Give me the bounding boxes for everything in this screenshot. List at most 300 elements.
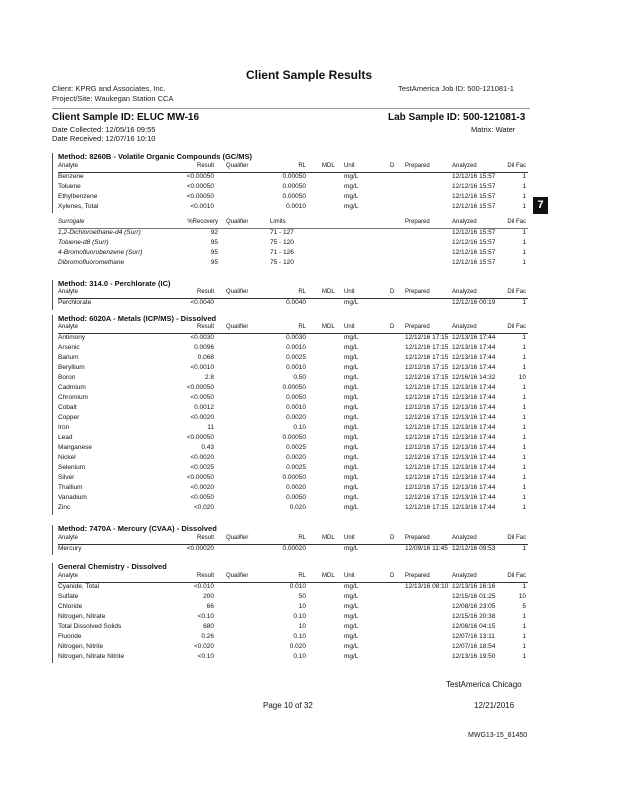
cell-result: <0.0050 (190, 494, 214, 501)
surrogate-cell-dil: 1 (522, 229, 526, 236)
surrogate-row (0, 239, 618, 249)
method-title: Method: 314.0 - Perchlorate (IC) (58, 279, 171, 288)
table-row (0, 404, 618, 414)
table-row (0, 494, 618, 504)
cell-result: 0.0012 (194, 404, 214, 411)
column-header-dilfac: Dil Fac (507, 573, 526, 579)
column-header-qualifier: Qualifier (226, 289, 249, 295)
cell-result: 66 (206, 603, 214, 610)
cell-result: 680 (203, 623, 214, 630)
surrogate-cell-limits: 75 - 120 (270, 259, 294, 266)
cell-unit: mg/L (344, 414, 359, 421)
cell-result: 0.43 (201, 444, 214, 451)
cell-result: <0.00050 (186, 474, 214, 481)
table-row (0, 334, 618, 344)
cell-dil: 5 (522, 603, 526, 610)
cell-unit: mg/L (344, 484, 359, 491)
cell-rl: 0.020 (289, 643, 306, 650)
table-row (0, 344, 618, 354)
method-title: General Chemistry - Dissolved (58, 562, 167, 571)
cell-analyte: Nitrogen, Nitrate Nitrite (58, 653, 125, 660)
footer-report-date: 12/21/2016 (474, 701, 515, 710)
cell-result: <0.00020 (186, 545, 214, 552)
cell-result: <0.0050 (190, 394, 214, 401)
cell-prepared: 12/09/16 11:45 (405, 545, 448, 552)
column-header-analyte: Analyte (58, 535, 79, 541)
surrogate-header-analyzed: Analyzed (452, 219, 477, 225)
table-row (0, 474, 618, 484)
cell-unit: mg/L (344, 454, 359, 461)
table-row (0, 545, 618, 555)
cell-dil: 1 (522, 404, 526, 411)
cell-prepared: 12/12/16 17:15 (405, 494, 449, 501)
cell-prepared: 12/12/16 17:15 (405, 394, 449, 401)
cell-analyte: Iron (58, 424, 70, 431)
table-row (0, 593, 618, 603)
column-header-qualifier: Qualifier (226, 535, 249, 541)
cell-rl: 0.0010 (286, 203, 306, 210)
cell-analyte: Nitrogen, Nitrate (58, 613, 106, 620)
cell-result: 0.0096 (194, 344, 214, 351)
cell-dil: 1 (522, 484, 526, 491)
table-row (0, 354, 618, 364)
cell-prepared: 12/12/16 17:15 (405, 334, 449, 341)
cell-analyzed: 12/08/16 23:05 (452, 603, 496, 610)
cell-rl: 0.0050 (286, 394, 306, 401)
cell-analyzed: 12/13/16 17:44 (452, 434, 496, 441)
cell-result: <0.0025 (190, 464, 214, 471)
cell-analyte: Barium (58, 354, 79, 361)
cell-prepared: 12/13/16 08:10 (405, 583, 449, 590)
cell-result: <0.0010 (190, 203, 214, 210)
cell-rl: 0.0030 (286, 334, 306, 341)
cell-analyzed: 12/13/16 17:44 (452, 464, 496, 471)
column-header-d: D (390, 535, 395, 541)
surrogate-cell-name: Dibromofluoromethane (58, 259, 125, 266)
column-header-mdl: MDL (322, 289, 335, 295)
cell-dil: 1 (522, 183, 526, 190)
column-header-unit: Unit (344, 535, 355, 541)
cell-analyzed: 12/12/16 15:57 (452, 203, 496, 210)
cell-result: <0.00050 (186, 434, 214, 441)
client-name: Client: KPRG and Associates, Inc. (52, 84, 166, 93)
cell-dil: 1 (522, 394, 526, 401)
cell-analyzed: 12/07/16 18:54 (452, 643, 496, 650)
cell-unit: mg/L (344, 504, 359, 511)
cell-prepared: 12/12/16 17:15 (405, 364, 449, 371)
cell-dil: 1 (522, 623, 526, 630)
cell-analyte: Chromium (58, 394, 88, 401)
cell-dil: 1 (522, 464, 526, 471)
table-row (0, 464, 618, 474)
cell-rl: 0.10 (293, 653, 306, 660)
surrogate-cell-analyzed: 12/12/16 15:57 (452, 249, 496, 256)
cell-result: <0.10 (197, 653, 214, 660)
column-header-unit: Unit (344, 289, 355, 295)
cell-analyte: Mercury (58, 545, 82, 552)
cell-result: <0.0020 (190, 484, 214, 491)
cell-unit: mg/L (344, 653, 359, 660)
cell-analyzed: 12/13/16 17:44 (452, 484, 496, 491)
cell-rl: 0.0010 (286, 344, 306, 351)
column-header-unit: Unit (344, 573, 355, 579)
cell-result: <0.0020 (190, 454, 214, 461)
cell-analyzed: 12/13/16 17:44 (452, 334, 496, 341)
cell-rl: 50 (298, 593, 306, 600)
cell-prepared: 12/12/16 17:15 (405, 384, 449, 391)
report-title: Client Sample Results (245, 68, 373, 82)
cell-analyte: Beryllium (58, 364, 85, 371)
cell-analyzed: 12/12/16 15:57 (452, 173, 496, 180)
cell-analyzed: 12/12/16 09:53 (452, 545, 496, 552)
cell-unit: mg/L (344, 203, 359, 210)
project-site: Project/Site: Waukegan Station CCA (52, 94, 174, 103)
cell-analyte: Boron (58, 374, 76, 381)
cell-analyzed: 12/16/16 14:32 (452, 374, 496, 381)
cell-dil: 1 (522, 424, 526, 431)
column-header-d: D (390, 324, 395, 330)
cell-result: <0.00050 (186, 173, 214, 180)
cell-rl: 0.0020 (286, 414, 306, 421)
cell-dil: 1 (522, 299, 526, 306)
cell-rl: 0.0020 (286, 454, 306, 461)
cell-rl: 0.0025 (286, 444, 306, 451)
date-collected: Date Collected: 12/05/16 09:55 (52, 125, 156, 134)
cell-rl: 0.0025 (286, 354, 306, 361)
cell-analyzed: 12/07/16 13:11 (452, 633, 495, 640)
cell-result: <0.020 (193, 504, 214, 511)
table-row (0, 454, 618, 464)
table-row (0, 203, 618, 213)
cell-analyte: Ethylbenzene (58, 193, 98, 200)
column-header-dilfac: Dil Fac (507, 535, 526, 541)
cell-analyte: Perchlorate (58, 299, 92, 306)
table-row (0, 613, 618, 623)
cell-prepared: 12/12/16 17:15 (405, 484, 449, 491)
cell-analyzed: 12/13/16 17:44 (452, 394, 496, 401)
cell-analyte: Antimony (58, 334, 86, 341)
column-header-analyte: Analyte (58, 163, 79, 169)
cell-analyte: Total Dissolved Solids (58, 623, 122, 630)
cell-dil: 1 (522, 545, 526, 552)
cell-result: <0.0030 (190, 334, 214, 341)
table-row (0, 414, 618, 424)
cell-unit: mg/L (344, 623, 359, 630)
cell-prepared: 12/12/16 17:15 (405, 474, 449, 481)
surrogate-cell-dil: 1 (522, 249, 526, 256)
cell-unit: mg/L (344, 173, 359, 180)
surrogate-cell-analyzed: 12/12/16 15:57 (452, 259, 496, 266)
cell-rl: 0.020 (289, 504, 306, 511)
column-header-mdl: MDL (322, 573, 335, 579)
column-header-prepared: Prepared (405, 535, 430, 541)
cell-analyzed: 12/13/16 17:44 (452, 474, 496, 481)
cell-unit: mg/L (344, 424, 359, 431)
matrix: Matrix: Water (471, 125, 516, 134)
surrogate-header-dilfac: Dil Fac (507, 219, 526, 225)
cell-unit: mg/L (344, 394, 359, 401)
cell-prepared: 12/12/16 17:15 (405, 424, 449, 431)
column-header-rl: RL (298, 535, 306, 541)
cell-rl: 0.0010 (286, 364, 306, 371)
table-row (0, 434, 618, 444)
cell-prepared: 12/12/16 17:15 (405, 504, 449, 511)
column-header-dilfac: Dil Fac (507, 324, 526, 330)
surrogate-cell-limits: 71 - 127 (270, 229, 294, 236)
column-header-analyzed: Analyzed (452, 289, 477, 295)
table-row (0, 183, 618, 193)
cell-dil: 1 (522, 613, 526, 620)
cell-dil: 10 (518, 374, 526, 381)
cell-result: 200 (203, 593, 214, 600)
column-header-result: Result (196, 163, 214, 169)
cell-result: 2.8 (204, 374, 214, 381)
cell-analyzed: 12/13/16 19:50 (452, 653, 496, 660)
surrogate-header-recovery: %Recovery (187, 219, 218, 225)
column-header-result: Result (196, 573, 214, 579)
cell-dil: 1 (522, 384, 526, 391)
cell-analyte: Selenium (58, 464, 86, 471)
table-row (0, 299, 618, 309)
column-header-d: D (390, 573, 395, 579)
column-header-result: Result (196, 535, 214, 541)
table-row (0, 633, 618, 643)
surrogate-header-qualifier: Qualifier (226, 219, 249, 225)
cell-prepared: 12/12/16 17:15 (405, 374, 449, 381)
cell-result: <0.00050 (186, 183, 214, 190)
cell-analyzed: 12/12/16 00:19 (452, 299, 496, 306)
cell-dil: 1 (522, 643, 526, 650)
cell-unit: mg/L (344, 494, 359, 501)
column-header-analyzed: Analyzed (452, 163, 477, 169)
table-row (0, 504, 618, 514)
cell-analyzed: 12/13/16 17:44 (452, 344, 496, 351)
surrogate-cell-dil: 1 (522, 259, 526, 266)
cell-dil: 1 (522, 344, 526, 351)
cell-unit: mg/L (344, 444, 359, 451)
cell-analyzed: 12/15/16 20:38 (452, 613, 496, 620)
table-row (0, 424, 618, 434)
cell-analyte: Xylenes, Total (58, 203, 99, 210)
cell-analyte: Chloride (58, 603, 83, 610)
cell-dil: 1 (522, 633, 526, 640)
cell-analyte: Silver (58, 474, 75, 481)
cell-rl: 0.50 (293, 374, 306, 381)
cell-rl: 0.10 (293, 424, 306, 431)
cell-analyte: Lead (58, 434, 73, 441)
column-header-analyzed: Analyzed (452, 324, 477, 330)
cell-unit: mg/L (344, 633, 359, 640)
cell-analyzed: 12/13/16 17:44 (452, 414, 496, 421)
cell-rl: 0.00050 (282, 183, 306, 190)
cell-result: <0.0040 (190, 299, 214, 306)
cell-rl: 0.0020 (286, 484, 306, 491)
cell-dil: 1 (522, 474, 526, 481)
cell-analyte: Manganese (58, 444, 92, 451)
cell-prepared: 12/12/16 17:15 (405, 344, 449, 351)
table-row (0, 193, 618, 203)
cell-analyte: Arsenic (58, 344, 80, 351)
cell-prepared: 12/12/16 17:15 (405, 464, 449, 471)
cell-result: <0.0020 (190, 414, 214, 421)
cell-unit: mg/L (344, 583, 359, 590)
table-row (0, 484, 618, 494)
cell-rl: 0.0050 (286, 494, 306, 501)
surrogate-row (0, 229, 618, 239)
cell-analyte: Vanadium (58, 494, 87, 501)
cell-result: <0.00050 (186, 384, 214, 391)
cell-result: <0.00050 (186, 193, 214, 200)
surrogate-cell-recovery: 95 (210, 239, 218, 246)
cell-unit: mg/L (344, 474, 359, 481)
cell-rl: 0.00050 (282, 434, 306, 441)
column-header-analyte: Analyte (58, 289, 79, 295)
cell-result: 11 (207, 424, 214, 431)
cell-analyte: Sulfate (58, 593, 79, 600)
section-tab-marker: 7 (533, 197, 548, 214)
cell-dil: 1 (522, 583, 526, 590)
column-header-qualifier: Qualifier (226, 163, 249, 169)
cell-analyzed: 12/13/16 17:44 (452, 404, 496, 411)
cell-rl: 0.00050 (282, 384, 306, 391)
client-sample-id: Client Sample ID: ELUC MW-16 (52, 112, 200, 123)
cell-analyte: Cyanide, Total (58, 583, 100, 590)
cell-analyzed: 12/13/16 17:44 (452, 444, 496, 451)
job-id: TestAmerica Job ID: 500-121081-1 (398, 84, 514, 93)
column-header-d: D (390, 289, 395, 295)
surrogate-header-prepared: Prepared (405, 219, 430, 225)
column-header-mdl: MDL (322, 163, 335, 169)
table-row (0, 394, 618, 404)
cell-dil: 1 (522, 203, 526, 210)
cell-rl: 0.00050 (282, 193, 306, 200)
cell-rl: 0.00050 (282, 173, 306, 180)
cell-rl: 0.10 (293, 633, 306, 640)
cell-unit: mg/L (344, 384, 359, 391)
column-header-analyzed: Analyzed (452, 535, 477, 541)
cell-dil: 1 (522, 414, 526, 421)
surrogate-cell-limits: 75 - 120 (270, 239, 294, 246)
column-header-mdl: MDL (322, 535, 335, 541)
footer-lab-name: TestAmerica Chicago (446, 680, 522, 689)
table-row (0, 444, 618, 454)
cell-prepared: 12/12/16 17:15 (405, 444, 449, 451)
cell-analyte: Copper (58, 414, 80, 421)
cell-unit: mg/L (344, 603, 359, 610)
cell-dil: 1 (522, 504, 526, 511)
cell-rl: 0.00050 (282, 474, 306, 481)
column-header-mdl: MDL (322, 324, 335, 330)
cell-rl: 0.0010 (286, 404, 306, 411)
cell-analyzed: 12/13/16 17:44 (452, 454, 496, 461)
surrogate-row (0, 259, 618, 269)
table-row (0, 603, 618, 613)
cell-dil: 10 (518, 593, 526, 600)
column-header-dilfac: Dil Fac (507, 289, 526, 295)
cell-analyte: Nitrogen, Nitrite (58, 643, 104, 650)
cell-result: <0.020 (193, 643, 214, 650)
column-header-prepared: Prepared (405, 324, 430, 330)
table-row (0, 623, 618, 633)
cell-rl: 0.10 (293, 613, 306, 620)
cell-rl: 0.0025 (286, 464, 306, 471)
column-header-qualifier: Qualifier (226, 573, 249, 579)
cell-unit: mg/L (344, 354, 359, 361)
cell-dil: 1 (522, 354, 526, 361)
cell-unit: mg/L (344, 364, 359, 371)
footer-page-number: Page 10 of 32 (263, 701, 313, 710)
cell-rl: 0.00020 (282, 545, 306, 552)
cell-analyzed: 12/12/16 15:57 (452, 183, 496, 190)
table-row (0, 374, 618, 384)
table-row (0, 173, 618, 183)
table-row (0, 364, 618, 374)
column-header-rl: RL (298, 324, 306, 330)
surrogate-cell-analyzed: 12/12/16 15:57 (452, 239, 496, 246)
cell-rl: 0.010 (289, 583, 306, 590)
table-row (0, 653, 618, 663)
cell-analyte: Thallium (58, 484, 83, 491)
lab-sample-id: Lab Sample ID: 500-121081-3 (388, 112, 526, 123)
surrogate-row (0, 249, 618, 259)
cell-result: <0.0010 (190, 364, 214, 371)
cell-unit: mg/L (344, 344, 359, 351)
surrogate-cell-name: 4-Bromofluorobenzene (Surr) (58, 249, 143, 256)
column-header-unit: Unit (344, 324, 355, 330)
cell-analyzed: 12/13/16 17:44 (452, 504, 496, 511)
column-header-rl: RL (298, 573, 306, 579)
cell-analyzed: 12/13/16 17:44 (452, 384, 496, 391)
surrogate-cell-name: Toluene-d8 (Surr) (58, 239, 109, 246)
surrogate-cell-recovery: 92 (210, 229, 218, 236)
cell-unit: mg/L (344, 193, 359, 200)
header-divider (52, 108, 530, 109)
surrogate-cell-dil: 1 (522, 239, 526, 246)
column-header-qualifier: Qualifier (226, 324, 249, 330)
cell-dil: 1 (522, 434, 526, 441)
cell-rl: 10 (298, 623, 306, 630)
cell-dil: 1 (522, 173, 526, 180)
column-header-prepared: Prepared (405, 573, 430, 579)
cell-analyzed: 12/13/16 16:16 (452, 583, 496, 590)
method-title: Method: 8260B - Volatile Organic Compounds (GC/MS) (58, 152, 253, 161)
cell-unit: mg/L (344, 334, 359, 341)
cell-analyzed: 12/12/16 15:57 (452, 193, 496, 200)
surrogate-cell-name: 1,2-Dichloroethane-d4 (Surr) (58, 229, 141, 236)
cell-prepared: 12/12/16 17:15 (405, 414, 449, 421)
cell-unit: mg/L (344, 299, 359, 306)
cell-analyte: Zinc (58, 504, 71, 511)
cell-analyzed: 12/13/16 17:44 (452, 494, 496, 501)
cell-analyte: Cobalt (58, 404, 77, 411)
cell-prepared: 12/12/16 17:15 (405, 454, 449, 461)
table-row (0, 643, 618, 653)
cell-analyzed: 12/15/16 01:25 (452, 593, 496, 600)
cell-analyte: Toluene (58, 183, 81, 190)
cell-result: <0.010 (193, 583, 214, 590)
column-header-rl: RL (298, 289, 306, 295)
column-header-analyzed: Analyzed (452, 573, 477, 579)
column-header-analyte: Analyte (58, 573, 79, 579)
cell-unit: mg/L (344, 404, 359, 411)
cell-analyzed: 12/08/16 04:15 (452, 623, 496, 630)
table-row (0, 583, 618, 593)
cell-result: 0.26 (201, 633, 214, 640)
cell-analyte: Nickel (58, 454, 76, 461)
cell-analyte: Cadmium (58, 384, 86, 391)
cell-prepared: 12/12/16 17:15 (405, 354, 449, 361)
cell-dil: 1 (522, 334, 526, 341)
